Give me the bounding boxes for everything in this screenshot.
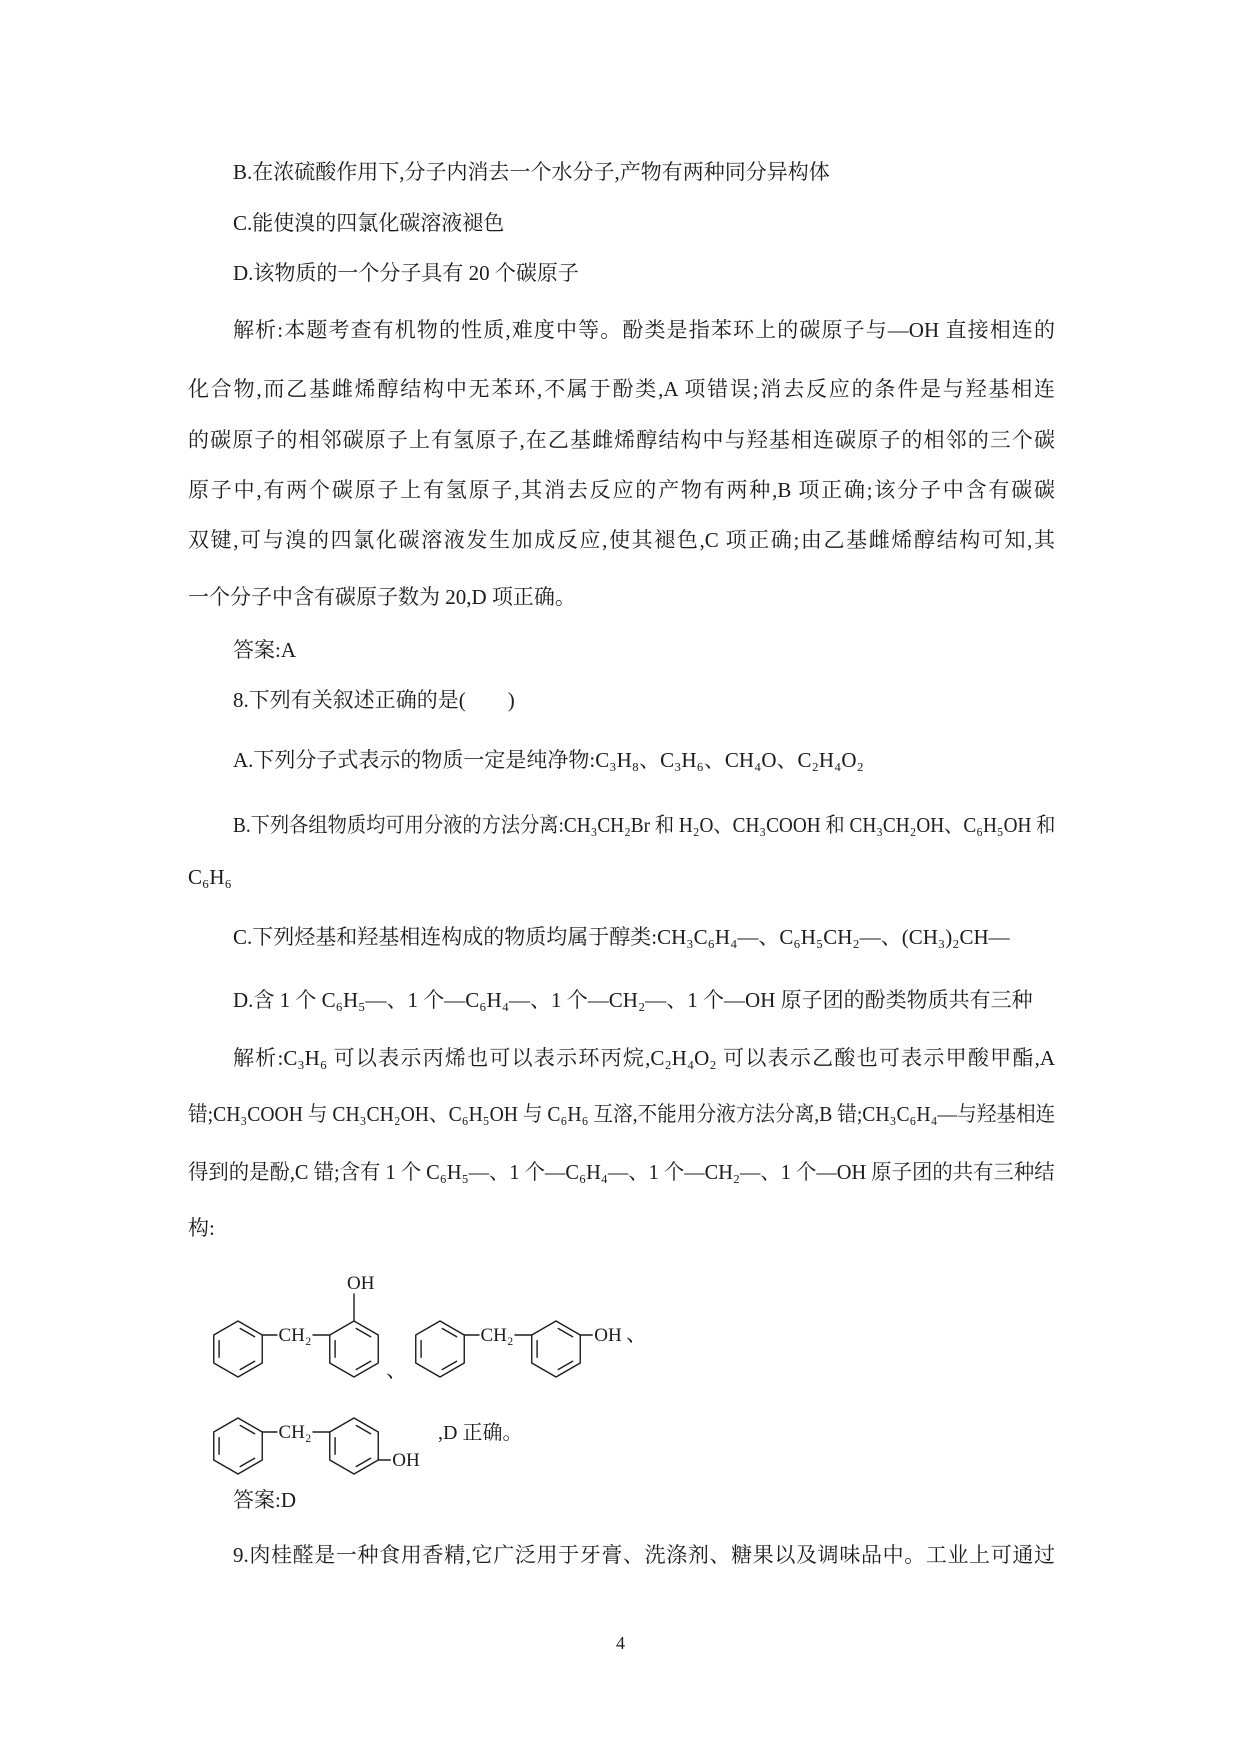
q7-option-c: C.能使溴的四氯化碳溶液褪色 [233,211,505,235]
q7-analysis-line: 解析:本题考查有机物的性质,难度中等。酚类是指苯环上的碳原子与—OH 直接相连的 [233,318,1055,342]
oh-label: OH [594,1325,622,1346]
ch2-label: CH₂ [480,1325,514,1346]
q7-analysis-line: 的碳原子的相邻碳原子上有氢原子,在乙基雌烯醇结构中与羟基相连碳原子的相邻的三个碳 [188,428,1055,452]
q8-analysis-line: 构: [188,1216,215,1240]
structure-separator: 、 [386,1358,407,1382]
structure-separator: 、 [626,1322,647,1346]
q7-option-b: B.在浓硫酸作用下,分子内消去一个水分子,产物有两种同分异构体 [233,160,830,184]
q8-option-d: D.含 1 个 C₆H₅—、1 个—C₆H₄—、1 个—CH₂—、1 个—OH 原子团的酚类物质共有三种 [233,988,1033,1012]
q8-option-b: B.下列各组物质均可用分液的方法分离:CH₃CH₂Br 和 H₂O、CH₃COOH 和 CH₃CH₂OH、C₆H₅OH 和 [233,813,1056,837]
q7-analysis-line: 化合物,而乙基雌烯醇结构中无苯环,不属于酚类,A 项错误;消去反应的条件是与羟基相连 [188,377,1055,401]
ch2-label: CH₂ [278,1422,312,1443]
benzene-ring [330,1418,378,1474]
molecule-structure-1 [214,1273,378,1377]
q8-analysis-line: 错;CH₃COOH 与 CH₃CH₂OH、C₆H₅OH 与 C₆H₆ 互溶,不能用分液方法分离,B 错;CH₃C₆H₄—与羟基相连 [188,1102,1056,1126]
benzene-ring [330,1321,378,1377]
benzene-ring [214,1418,262,1474]
ch2-label: CH₂ [278,1325,312,1346]
chemical-structure-diagrams [190,1255,710,1485]
q7-option-d: D.该物质的一个分子具有 20 个碳原子 [233,261,579,285]
molecule-structure-3 [214,1418,420,1474]
q8-analysis-line: 解析:C₃H₆ 可以表示丙烯也可以表示环丙烷,C₂H₄O₂ 可以表示乙酸也可表示甲酸甲酯,A [233,1046,1055,1070]
q8-conclusion: ,D 正确。 [438,1422,523,1444]
oh-label: OH [392,1450,420,1471]
oh-label: OH [347,1273,375,1294]
q8-option-c: C.下列烃基和羟基相连构成的物质均属于醇类:CH₃C₆H₄—、C₆H₅CH₂—、(CH₃)₂CH— [233,925,1010,949]
benzene-ring [214,1321,262,1377]
q8-analysis-line: 得到的是酚,C 错;含有 1 个 C₆H₅—、1 个—C₆H₄—、1 个—CH₂—、1 个—OH 原子团的共有三种结 [188,1160,1055,1184]
q7-analysis-line: 原子中,有两个碳原子上有氢原子,其消去反应的产物有两种,B 项正确;该分子中含有碳碳 [188,478,1055,502]
q8-option-a: A.下列分子式表示的物质一定是纯净物:C₃H₈、C₃H₆、CH₄O、C₂H₄O₂ [233,748,864,772]
q7-analysis-line: 双键,可与溴的四氯化碳溶液发生加成反应,使其褪色,C 项正确;由乙基雌烯醇结构可知,其 [188,528,1055,552]
q7-answer: 答案:A [233,638,296,662]
q8-option-b-continued: C₆H₆ [188,865,232,889]
page-number: 4 [616,1633,625,1653]
benzene-ring [416,1321,464,1377]
q7-analysis-line: 一个分子中含有碳原子数为 20,D 项正确。 [188,585,576,609]
q9-stem: 9.肉桂醛是一种食用香精,它广泛用于牙膏、洗涤剂、糖果以及调味品中。工业上可通过 [233,1543,1055,1567]
molecule-structure-2 [416,1321,622,1377]
benzene-ring [532,1321,580,1377]
q8-stem: 8.下列有关叙述正确的是( ) [233,688,515,712]
q8-answer: 答案:D [233,1488,296,1512]
